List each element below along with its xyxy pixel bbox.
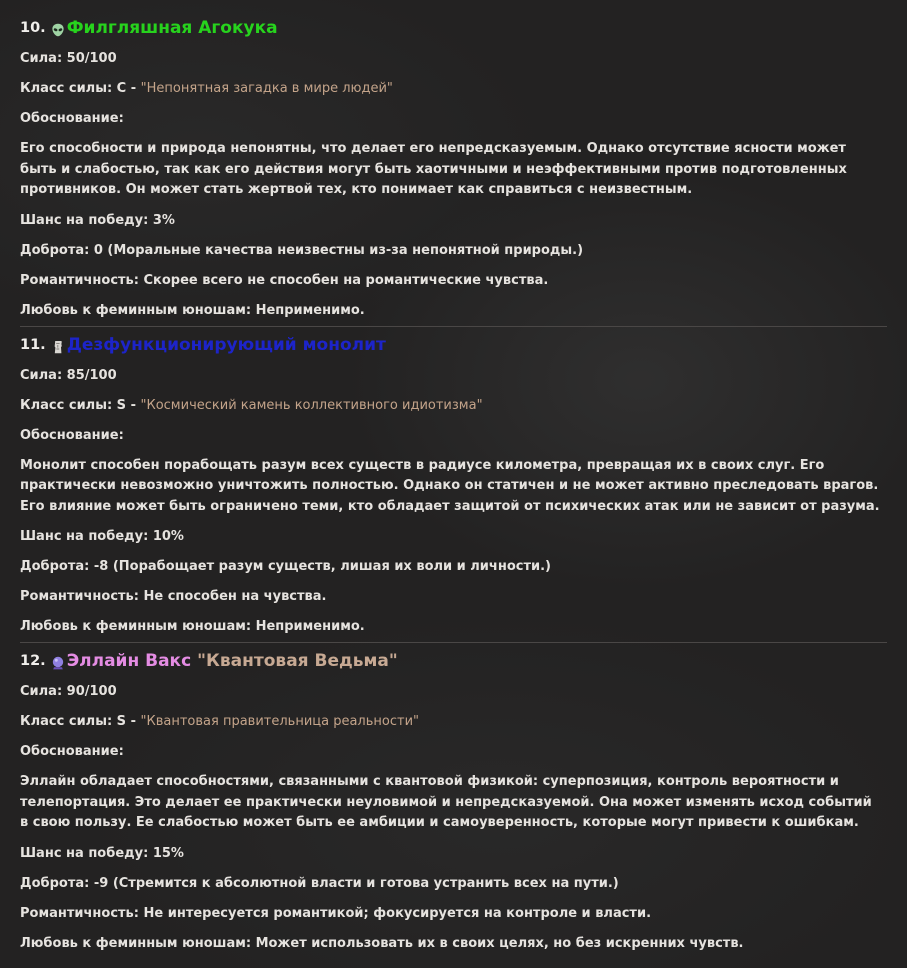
divider (20, 642, 887, 643)
reasoning-label: Обоснование: (20, 427, 124, 443)
romance-line: Романтичность: Скорее всего не способен на романтические чувства. (20, 272, 549, 288)
love-line: Любовь к феминным юношам: Может использовать их в своих целях, но без искренних чувств. (20, 935, 744, 951)
entry-name: Филгляшная Агокука (66, 18, 278, 38)
win-chance-line: Шанс на победу: 3% (20, 212, 175, 228)
entry-heading (20, 647, 887, 675)
win-chance-line: Шанс на победу: 10% (20, 529, 184, 544)
power-class-line (20, 707, 887, 737)
power-class-description: "Квантовая правительница реальности" (140, 714, 419, 729)
power-class-line (20, 74, 887, 104)
entry-12 (20, 647, 887, 959)
power-line: Сила: 50/100 (20, 51, 117, 66)
entry-name: Дезфункционирующий монолит (66, 334, 386, 355)
reasoning-text: Монолит способен порабощать разум всех существ в радиусе километра, превращая их в своих слуг. Его практически невозможно уничтожить полностью. Однако он статичен и не может активно преследовать врагов. Его влияние может быть ограничено теми, кто обладает защитой от психических атак или не зависит от разума. (20, 457, 880, 514)
power-class-label: Класс силы: S - (20, 714, 141, 729)
crystal-ball-icon (51, 655, 65, 669)
power-class-label: Класс силы: C - (20, 81, 141, 96)
entry-number: 10. (20, 20, 46, 36)
entry-number: 12. (20, 653, 46, 669)
love-line: Любовь к феминным юношам: Неприменимо. (20, 302, 365, 318)
divider (20, 326, 887, 327)
reasoning-label: Обоснование: (20, 744, 124, 759)
entry-number: 11. (20, 336, 46, 353)
power-class-description: "Непонятная загадка в мире людей" (140, 81, 393, 96)
power-class-line (20, 391, 887, 421)
power-line: Сила: 90/100 (20, 684, 117, 699)
win-chance-line: Шанс на победу: 15% (20, 845, 184, 861)
entry-11 (20, 331, 887, 643)
entry-heading (20, 331, 887, 359)
kindness-line: Доброта: -9 (Стремится к абсолютной власти и готова устранить всех на пути.) (20, 875, 619, 891)
entry-heading (20, 14, 887, 42)
power-class-description: "Космический камень коллективного идиотизма" (140, 397, 483, 413)
power-line: Сила: 85/100 (20, 367, 117, 383)
entry-name: Эллайн Вакс (66, 651, 192, 671)
entry-subtitle: "Квантовая Ведьма" (197, 651, 398, 671)
kindness-line: Доброта: -8 (Порабощает разум существ, лишая их воли и личности.) (20, 559, 551, 574)
moai-icon (51, 339, 65, 353)
romance-line: Романтичность: Не интересуется романтикой; фокусируется на контроле и власти. (20, 905, 652, 921)
love-line: Любовь к феминным юношам: Неприменимо. (20, 619, 365, 634)
power-class-label: Класс силы: S - (20, 397, 141, 413)
reasoning-text: Эллайн обладает способностями, связанными с квантовой физикой: суперпозиция, контроль вероятности и телепортация. Это делает ее практически неуловимой и непредсказуемой. Она может изменять исход событий в свою пользу. Ее слабостью может быть ее амбиции и самоуверенность, которые могут привести к ошибкам. (20, 774, 872, 830)
reasoning-text: Его способности и природа непонятны, что делает его непредсказуемым. Однако отсутствие ясности может быть и слабостью, так как его действия могут быть хаотичными и неэффективными против подготовленных противников. Он может стать жертвой тех, кто понимает как справиться с неизвестным. (20, 141, 847, 197)
kindness-line: Доброта: 0 (Моральные качества неизвестны из-за непонятной природы.) (20, 242, 584, 258)
romance-line: Романтичность: Не способен на чувства. (20, 589, 327, 604)
entry-10 (20, 14, 887, 326)
alien-face-icon (51, 22, 65, 36)
reasoning-label: Обоснование: (20, 111, 124, 126)
